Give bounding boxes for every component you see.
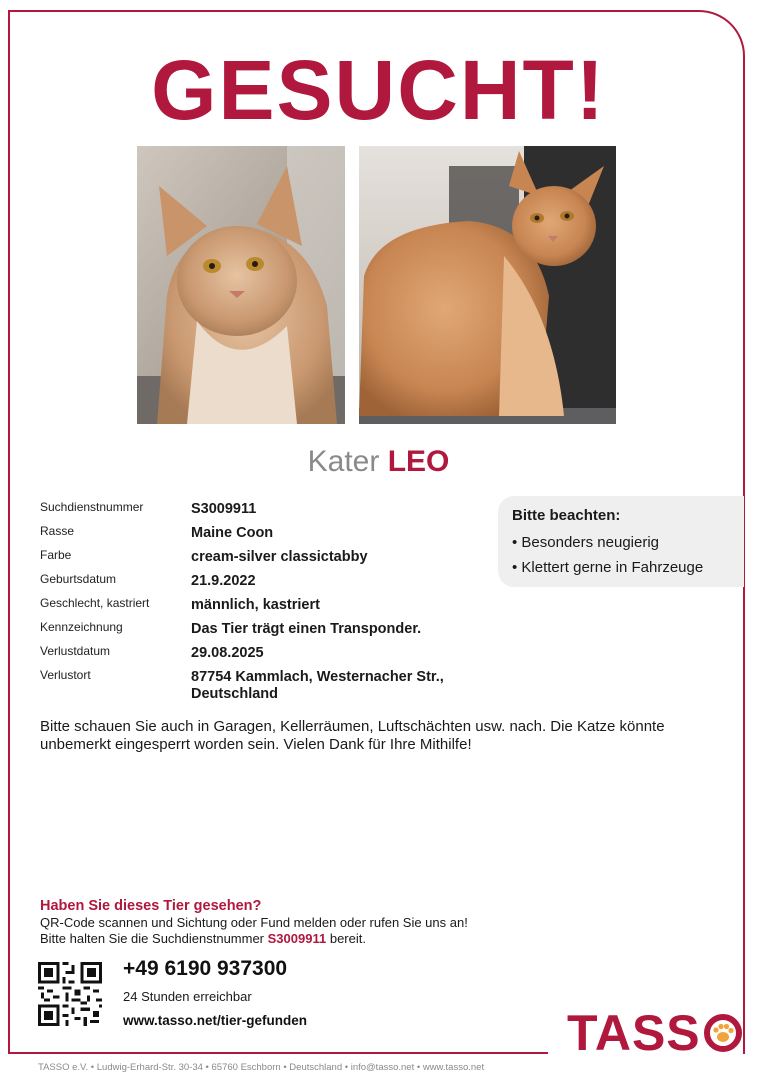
phone-hours: 24 Stunden erreichbar (123, 989, 252, 1004)
website-link[interactable]: www.tasso.net/tier-gefunden (123, 1013, 308, 1028)
info-label: Geburtsdatum (40, 572, 117, 586)
contact-line-2 (40, 931, 468, 947)
info-value: cream-silver classictabby (191, 549, 368, 565)
info-value: 21.9.2022 (191, 573, 256, 589)
page-title: GESUCHT! (151, 43, 606, 137)
info-row (40, 618, 480, 642)
info-label: Verlustdatum (40, 644, 111, 658)
info-value: Das Tier trägt einen Transponder. (191, 621, 422, 637)
info-value: 29.08.2025 (191, 645, 264, 661)
info-value: 87754 Kammlach, Westernacher Str., Deutschland (191, 669, 444, 702)
info-row (40, 498, 480, 522)
frame-bottom-line (8, 1052, 548, 1054)
paw-icon (703, 1013, 743, 1053)
info-row (40, 570, 480, 594)
info-label: Verlustort (40, 668, 91, 682)
contact-text (40, 915, 468, 947)
info-value: S3009911 (191, 501, 257, 517)
cat-name-prefix: Kater (307, 445, 380, 478)
qr-code-icon[interactable] (38, 962, 102, 1026)
notice-title: Bitte beachten: (512, 507, 621, 524)
contact-search-number: S3009911 (267, 931, 327, 946)
contact-heading: Haben Sie dieses Tier gesehen? (40, 898, 262, 914)
logo-text: TASS (567, 1005, 701, 1061)
info-label: Suchdienstnummer (40, 500, 144, 514)
notice-item: • Klettert gerne in Fahrzeuge (512, 555, 730, 580)
notice-item: • Besonders neugierig (512, 530, 730, 555)
cat-name (0, 442, 757, 482)
footer-address: TASSO e.V. • Ludwig-Erhard-Str. 30-34 • 65760 Eschborn • Deutschland • info@tasso.net • www.tasso.net (38, 1062, 485, 1073)
cat-photo-2 (359, 146, 616, 424)
info-value: männlich, kastriert (191, 597, 320, 613)
info-label: Rasse (40, 524, 75, 538)
description: Bitte schauen Sie auch in Garagen, Kellerräumen, Luftschächten usw. nach. Die Katze könnte unbemerkt eingesperrt worden sein. Vielen Dank für Ihre Mithilfe! (40, 718, 665, 753)
cat-photo-1 (137, 146, 345, 424)
tasso-logo (567, 1005, 743, 1061)
info-row (40, 642, 480, 666)
contact-line-2-prefix: Bitte halten Sie die Suchdienstnummer (40, 931, 265, 946)
contact-line-2-suffix: bereit. (329, 931, 366, 946)
info-row (40, 546, 480, 570)
info-label: Geschlecht, kastriert (40, 596, 150, 610)
info-label: Farbe (40, 548, 72, 562)
notice-box (498, 496, 744, 587)
info-row (40, 594, 480, 618)
info-label: Kennzeichnung (40, 620, 123, 634)
contact-line-1: QR-Code scannen und Sichtung oder Fund melden oder rufen Sie uns an! (40, 915, 468, 930)
info-row (40, 522, 480, 546)
info-row (40, 666, 480, 703)
cat-name-value: LEO (387, 445, 450, 478)
phone-number[interactable]: +49 6190 937300 (123, 957, 288, 980)
info-value: Maine Coon (191, 525, 274, 541)
info-table (40, 498, 480, 703)
